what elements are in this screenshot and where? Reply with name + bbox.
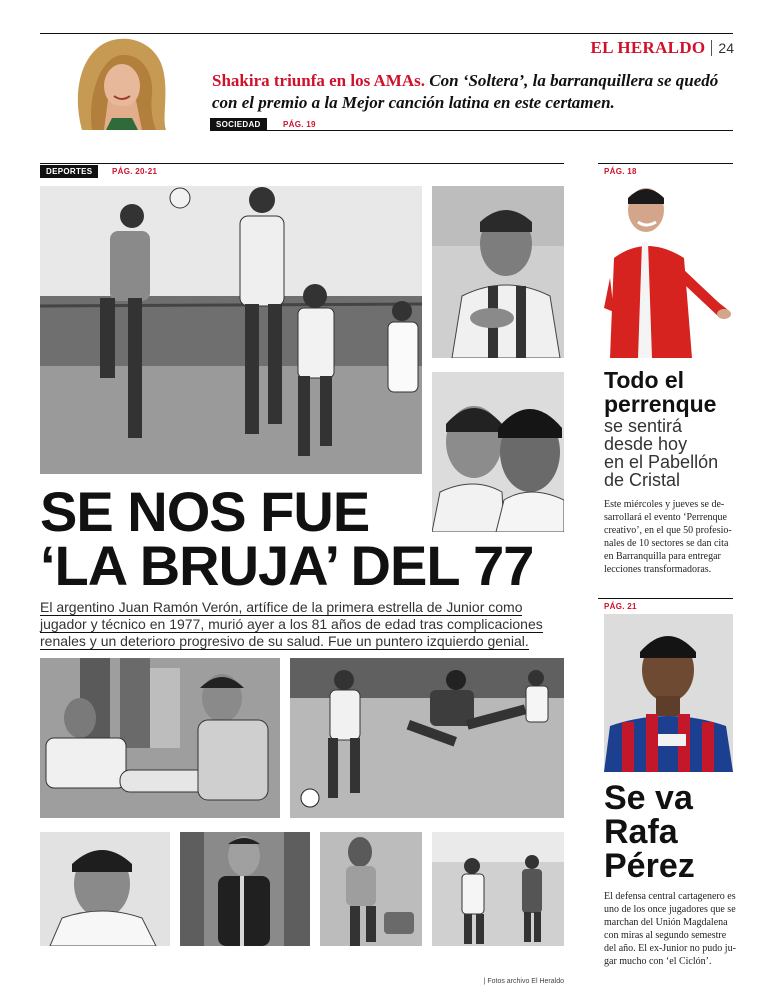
deck-line-2: jugador y técnico en 1977, murió ayer a los 81 años de edad tras complicaciones <box>40 616 543 632</box>
headline-line-2: ‘LA BRUJA’ DEL 77 <box>40 534 534 597</box>
teaser-section-tag: SOCIEDAD <box>210 118 267 131</box>
teaser-page-ref: PÁG. 19 <box>283 120 316 129</box>
sidebar-top-body-line: Este miércoles y jueves se de- <box>604 499 725 510</box>
two-players-photo <box>432 372 564 532</box>
sidebar-bottom-body-line: uno de los once jugadores que se <box>604 904 736 915</box>
sidebar-bottom-body-line: gar mucho con ‘el Ciclón’. <box>604 956 712 967</box>
teaser-rule <box>210 130 733 131</box>
sidebar-bottom-body-line: del año. El ex-Junior no pudo ju- <box>604 943 736 954</box>
sidebar-bottom-headline-3: Pérez <box>604 847 695 885</box>
teaser-photo <box>62 34 180 130</box>
deck-line-3: renales y un deterioro progresivo de su salud. Fue un puntero izquierdo genial. <box>40 633 529 649</box>
sidebar-top-body-line: creativo’, en el que 50 profesio- <box>604 525 732 536</box>
sidebar-top-body-line: sarrollará el evento ‘Perrenque <box>604 512 727 523</box>
headline-line-1: SE NOS FUE <box>40 480 370 543</box>
sidebar-bottom-body-line: El defensa central cartagenero es <box>604 891 736 902</box>
sidebar-top-body-line: en Barranquilla para entregar <box>604 551 721 562</box>
section-rule <box>40 163 564 164</box>
sidebar-top-headline-bold-2: perrenque <box>604 391 717 417</box>
sidebar-bottom-page-ref: PÁG. 21 <box>604 602 637 611</box>
sidebar-rule-mid <box>598 598 733 599</box>
main-page-ref: PÁG. 20-21 <box>112 167 158 176</box>
teaser-highlight: Shakira triunfa en los AMAs. <box>212 71 425 90</box>
brand-logo: EL HERALDO <box>590 38 706 57</box>
tracksuit-photo <box>180 832 310 946</box>
sidebar-bottom-body-line: marchan del Unión Magdalena <box>604 917 728 928</box>
masthead <box>590 38 734 58</box>
photo-credit: | Fotos archivo El Heraldo <box>483 978 564 985</box>
teaser-body: Con ‘Soltera’, la barranquillera se quedó con el premio a la Mejor canción latina en este certamen. <box>212 71 719 112</box>
sidebar-top-body-line: lecciones transformadoras. <box>604 564 712 575</box>
sidebar-top-headline-light-3: en el Pabellón <box>604 452 719 472</box>
deck-line-1: El argentino Juan Ramón Verón, artífice de la primera estrella de Junior como <box>40 599 523 615</box>
article-deck <box>40 599 565 650</box>
main-section-tag: DEPORTES <box>40 165 98 178</box>
sidebar-top-headline-light-4: de Cristal <box>604 470 681 490</box>
sidebar-bottom-body-line: con miras al segundo semestre <box>604 930 727 941</box>
sidebar-top-headline-light-2: desde hoy <box>604 434 688 454</box>
masthead-divider <box>711 40 712 56</box>
teaser-text <box>212 70 732 114</box>
stadium-walk-photo <box>432 832 564 946</box>
sidebar-rule-top <box>598 163 733 164</box>
main-action-photo <box>40 186 422 474</box>
sidebar-top-page-ref: PÁG. 18 <box>604 167 637 176</box>
sidebar-top-body <box>604 498 734 576</box>
sidebar-top-body-line: nales de 10 sectores se dan cita <box>604 538 729 549</box>
sidebar-bottom-headline-2: Rafa <box>604 813 678 851</box>
training-photo <box>320 832 422 946</box>
veron-portrait-photo <box>432 186 564 358</box>
match-action-photo <box>290 658 564 818</box>
page-number: 24 <box>718 40 734 56</box>
sidebar-top-headline-light-1: se sentirá <box>604 416 683 436</box>
veron-closeup-photo <box>40 832 170 946</box>
sidebar-top-headline-bold-1: Todo el <box>604 367 685 393</box>
rafa-perez-photo <box>604 614 733 772</box>
locker-room-photo <box>40 658 280 818</box>
sidebar-bottom-body <box>604 890 736 968</box>
sidebar-bottom-headline-1: Se va <box>604 779 693 817</box>
perrenque-photo <box>604 178 733 358</box>
